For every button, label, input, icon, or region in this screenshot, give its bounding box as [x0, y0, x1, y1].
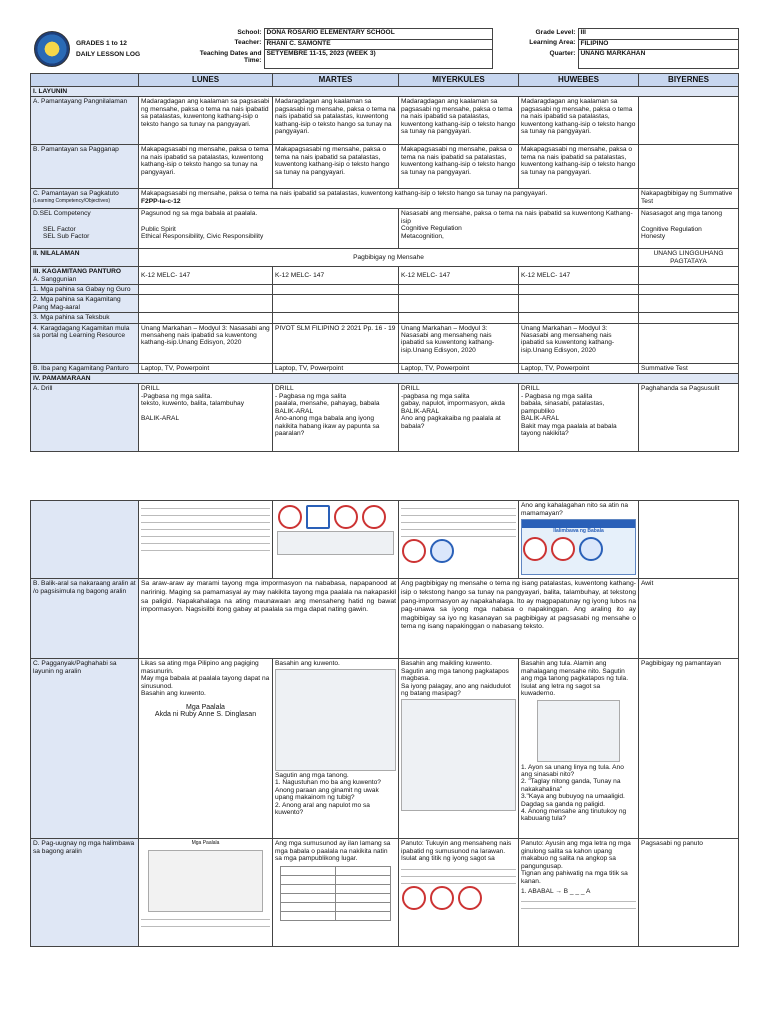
- row-label-a: A. Pamantayang Pangnilalaman: [31, 97, 139, 145]
- melc-thursday: K-12 MELC- 147: [519, 267, 639, 285]
- c-friday: Nakapagbibigay ng Summative Test: [639, 189, 739, 209]
- kids-illustration-image: [148, 850, 264, 912]
- d-fri-sub: Honesty: [641, 233, 666, 241]
- sanggunian-label: A. Sanggunian: [33, 275, 77, 283]
- warning-sign-icon: [402, 539, 426, 563]
- iba-friday: Summative Test: [639, 363, 739, 373]
- info-sign-icon: [430, 539, 454, 563]
- d-wed-sub: Metacognition,: [401, 232, 444, 240]
- a-tuesday: Madaragdagan ang kaalaman sa pagsasabi ng mensahe, paksa o tema na nais ipabatid sa patalastas, kuwentong kathang-isip o teksto hango sa tunay na pangyayari.: [273, 97, 399, 145]
- c-text: Makapagsasabi ng mensahe, paksa o tema na nais ipabatid sa patalastas, kuwentong kathang-isip o teksto hango sa tunay na pangyayari.: [141, 190, 548, 198]
- row-label-d: D.SEL Competency: [33, 210, 91, 218]
- lesson-log-table: [30, 73, 739, 452]
- drill-thursday: DRILL - Pagbasa ng mga salita babala, sinasabi, patalastas, pampubliko BALIK-ARAL Bakit may mga paalala at babala tayong nakikita?: [519, 384, 639, 452]
- nilalaman-text: Pagbibigay ng Mensahe: [139, 249, 639, 267]
- day-tuesday: MARTES: [273, 74, 399, 87]
- thursday-example: 1. ABABAL → B _ _ _ A: [521, 887, 591, 895]
- pag-uugnay-tuesday: Ang mga sumusunod ay ilan lamang sa mga babala o paalala na nakikita natin sa mga pampublikong lugar.: [275, 840, 391, 863]
- drill-tuesday: DRILL - Pagbasa ng mga salita paalala, mensahe, pahayag, babala BALIK-ARAL Ano-anong mga babala ang iyong nakikita habang ikaw ay papunta sa paaralan?: [273, 384, 399, 452]
- section-layunin: I. LAYUNIN: [31, 87, 739, 97]
- area-label: Learning Area:: [529, 39, 576, 47]
- title-line1: GRADES 1 to 12: [76, 39, 127, 47]
- street-scene-image: [277, 531, 394, 555]
- title-line2: DAILY LESSON LOG: [76, 50, 141, 58]
- pag-uugnay-wednesday: Panuto: Tukuyin ang mensaheng nais ipabatid ng sumusunod na larawan. Isulat ang titik ng iyong sagot sa: [401, 840, 512, 863]
- pag-uugnay-label: D. Pag-uugnay ng mga halimbawa sa bagong aralin: [31, 839, 139, 947]
- teksbuk-label: 3. Mga pahina sa Teksbuk: [31, 313, 139, 323]
- pagganyak-label: C. Pagganyak/Paghahabi sa layunin ng aralin: [31, 659, 139, 839]
- thu-top-question: Ano ang kahalagahan nito sa atin na mamamayan?: [521, 502, 629, 517]
- thursday-questions: 1. Ayon sa unang linya ng tula. Ano ang sinasabi nito? 2. "Taglay nitong ganda, Tunay na nakakahalina" 3."Kaya ang bubuyog na umaaligid. Dagdag sa ganda ng paligid. 4. Anong mensahe ang tinutukoy ng kabuuang tula?: [521, 763, 627, 823]
- kids-caption: Mga Paalala: [191, 840, 220, 847]
- pagganyak-tuesday: Basahin ang kuwento.: [275, 660, 340, 668]
- melc-monday: K-12 MELC- 147: [139, 267, 273, 285]
- poster-no-smoking-icon: [523, 537, 547, 561]
- sel-sub-label: SEL Sub Factor: [43, 233, 90, 241]
- teacher-value: RHANI C. SAMONTE: [264, 39, 492, 50]
- a-thursday: Madaragdagan ang kaalaman sa pagsasabi ng mensahe, paksa o tema na nais ipabatid sa patalastas, kuwentong kathang-isip o teksto hango sa tunay na pangyayari.: [519, 97, 639, 145]
- pagganyak-wednesday: Basahin ang maikling kuwento. Sagutin ang mga tanong pagkatapos magbasa. Sa iyong palagay, ano ang naidudulot ng batang masipag?: [401, 660, 511, 698]
- nilalaman-friday: UNANG LINGGUHANG PAGTATAYA: [639, 249, 739, 267]
- iba-label: B. Iba pang Kagamitang Panturo: [31, 363, 139, 373]
- iba-tuesday: Laptop, TV, Powerpoint: [273, 363, 399, 373]
- traffic-signs-image: [275, 502, 396, 558]
- iba-thursday: Laptop, TV, Powerpoint: [519, 363, 639, 373]
- d-mon-factor: Public Spirit: [141, 225, 176, 233]
- dates-label: Teaching Dates and Time:: [199, 49, 262, 65]
- section-nilalaman: II. NILALAMAN: [31, 249, 139, 267]
- poem-image: [537, 700, 620, 762]
- lr-label: 4. Karagdagang Kagamitan mula sa portal ng Learning Resource: [31, 323, 139, 363]
- day-thursday: HUWEBES: [519, 74, 639, 87]
- story-title: Mga Paalala: [186, 703, 225, 711]
- pag-uugnay-thursday: Panuto: Ayusin ang mga letra ng mga ginulong salita sa kahon upang makabuo ng salita na angkop sa pangungusap. Tignan ang pahiwatig na mga titik sa kanan.: [521, 840, 631, 885]
- no-parking-icon: [458, 886, 482, 910]
- balik-aral-wed-thu: Ang pagbibigay ng mensahe o tema ng isang patalastas, kuwentong kathang-isip o tekstong hango sa tunay na pangyayari, balita, talambuhay, at tekstong pang-impormasyon ay napakahalaga. Ito ay magpapatunay ng iyong lubos na pag-unawa sa iyong mga nabasa o napakinggan. Ang araling ito ay magbibigay sa iyo ng kasanayan sa pagbibigay at pagsasabi ng mensahe o tema ng isang napakinggan o nabasang teksto.: [399, 579, 639, 659]
- sign-matching-list: [401, 503, 516, 537]
- b-wednesday: Makapagsasabi ng mensahe, paksa o tema na nais ipabatid sa patalastas, kuwentong kathang-isip o teksto hango sa tunay na pangyayari.: [399, 145, 519, 189]
- day-wednesday: MIYERKULES: [399, 74, 519, 87]
- lr-tuesday: PIVOT SLM FILIPINO 2 2021 Pp. 16 - 19: [273, 323, 399, 363]
- poster-info-icon: [579, 537, 603, 561]
- a-wednesday: Madaragdagan ang kaalaman sa pagsasabi ng mensahe, paksa o tema na nais ipabatid sa patalastas, kuwentong kathang-isip o teksto hango sa tunay na pangyayari.: [399, 97, 519, 145]
- drill-exercise-lines: [141, 503, 270, 551]
- sel-factor-label: SEL Factor: [43, 225, 76, 233]
- poster-title: Ilalimbawa ng Babala: [553, 528, 604, 535]
- c-code: F2PP-Ia-c-12: [141, 197, 181, 205]
- balik-aral-mon-tue: Sa araw-araw ay marami tayong mga impormasyon na nababasa, napapanood at naririnig. Maging sa pamamasyal ay may nakikita tayong mga paalala na nakapaskil sa paligid. Napakahalaga na ating maunawaan ang mensaheng hatid ng bawat impormasyon. Nagsisilbi itong gabay at paalala sa mga dapat nating gawin.: [139, 579, 399, 659]
- row-label-c-sub: (Learning Competency/Objectives): [33, 197, 110, 204]
- guro-label: 1. Mga pahina sa Gabay ng Guro: [31, 285, 139, 295]
- lr-thursday: Unang Markahan – Modyul 3: Nasasabi ang mensaheng nais ipabatid sa kuwentong kathang-isip.Unang Edisyon, 2020: [519, 323, 639, 363]
- a-monday: Madaragdagan ang kaalaman sa pagsasabi ng mensahe, paksa o tema na nais ipabatid sa patalastas, kuwentong kathang-isip o teksto hango sa tunay na pangyayari.: [139, 97, 273, 145]
- pagganyak-friday: Pagbibigay ng pamantayan: [639, 659, 739, 839]
- no-parking-sign-icon: [278, 505, 302, 529]
- d-wed-comp: Nasasabi ang mensahe, paksa o tema na nais ipabatid sa kuwentong Kathang-isip: [401, 210, 633, 225]
- magaaral-label: 2. Mga pahina sa Kagamitang Pang Mag-aaral: [31, 295, 139, 313]
- drill-wednesday: DRILL -pagbasa ng mga salita gabay, napulot, impormasyon, akda BALIK-ARAL Ano ang pagkakaiba ng paalala at babala?: [399, 384, 519, 452]
- area-value: FILIPINO: [578, 39, 738, 50]
- row-label-b: B. Pamantayan sa Pagganap: [31, 145, 139, 189]
- stop-sign-icon: [334, 505, 358, 529]
- row-label-c: C. Pamantayan sa Pagkatuto: [33, 190, 119, 198]
- melc-wednesday: K-12 MELC- 147: [399, 267, 519, 285]
- pagganyak-thursday: Basahin ang tula. Alamin ang mahalagang mensahe nito. Sagutin ang mga tanong pagkatapos ng tula. Isulat ang letra ng sagot sa kuwaderno.: [521, 660, 629, 698]
- day-monday: LUNES: [139, 74, 273, 87]
- no-smoking-icon: [402, 886, 426, 910]
- pag-uugnay-friday: Pagsasabi ng panuto: [639, 839, 739, 947]
- short-story-image: [401, 699, 516, 811]
- balik-aral-label: B. Balik-aral sa nakaraang aralin at /o pagsisimula ng bagong aralin: [31, 579, 139, 659]
- deped-seal-icon: [34, 31, 70, 67]
- story-author: Akda ni Ruby Anne S. Dinglasan: [154, 710, 257, 718]
- d-wed-factor: Cognitive Regulation: [401, 225, 462, 233]
- thursday-lines: [521, 896, 636, 909]
- school-value: DOÑA ROSARIO ELEMENTARY SCHOOL: [264, 29, 492, 40]
- grade-value: III: [578, 29, 738, 40]
- lr-monday: Unang Markahan – Modyul 3: Nasasabi ang mensaheng nais ipabatid sa kuwentong kathang-isip.Unang Edisyon, 2020: [139, 323, 273, 363]
- parking-sign-icon: [306, 505, 330, 529]
- babala-table: [280, 866, 391, 921]
- drill-friday: Paghahanda sa Pagsusulit: [639, 384, 739, 452]
- b-thursday: Makapagsasabi ng mensahe, paksa o tema na nais ipabatid sa patalastas, kuwentong kathang-isip o teksto hango sa tunay na pangyayari.: [519, 145, 639, 189]
- tuesday-questions: Sagutin ang mga tanong. 1. Nagustuhan mo ba ang kuwento? Anong paraan ang ginamit ng uwak upang makainom ng tubig? 2. Anong aral ang napulot mo sa kuwento?: [275, 771, 381, 816]
- quarter-label: Quarter:: [549, 49, 576, 57]
- melc-tuesday: K-12 MELC- 147: [273, 267, 399, 285]
- b-tuesday: Makapagsasabi ng mensahe, paksa o tema na nais ipabatid sa patalastas, kuwentong kathang-isip o teksto hango sa tunay na pangyayari.: [273, 145, 399, 189]
- story-page-image: [275, 669, 396, 771]
- lesson-log-table-page2: [30, 500, 739, 947]
- header-table: [30, 28, 739, 69]
- pagganyak-monday: Likas sa ating mga Pilipino ang pagiging masunurin. May mga babala at paalala tayong dapat na sinusunod. Basahin ang kuwento.: [141, 660, 270, 698]
- story-text-lines: [141, 914, 270, 927]
- school-label: School:: [237, 28, 262, 36]
- day-friday: BIYERNES: [639, 74, 739, 87]
- no-bicycle-icon: [430, 886, 454, 910]
- dates-value: SETYEMBRE 11-15, 2023 (WEEK 3): [264, 50, 492, 69]
- drill-label: A. Drill: [31, 384, 139, 452]
- grade-label: Grade Level:: [535, 28, 576, 36]
- balik-aral-friday: Awit: [639, 579, 739, 659]
- iba-monday: Laptop, TV, Powerpoint: [139, 363, 273, 373]
- d-mon-comp: Pagsunod ng sa mga babala at paalala.: [141, 210, 258, 218]
- iba-wednesday: Laptop, TV, Powerpoint: [399, 363, 519, 373]
- d-mon-sub: Ethical Responsibility, Civic Responsibility: [141, 233, 264, 241]
- d-fri-factor: Cognitive Regulation: [641, 225, 702, 233]
- quarter-value: UNANG MARKAHAN: [578, 50, 738, 69]
- choices-lines: [401, 864, 516, 884]
- d-fri-comp: Nasasagot ang mga tanong: [641, 210, 723, 218]
- b-monday: Makapagsasabi ng mensahe, paksa o tema na nais ipabatid sa patalastas, kuwentong kathang-isip o teksto hango sa tunay na pangyayari.: [139, 145, 273, 189]
- babala-poster-image: [521, 519, 636, 575]
- section-pamamaraan: IV. PAMAMARAAN: [31, 374, 739, 384]
- teacher-label: Teacher:: [234, 39, 262, 47]
- section-kagamitan: III. KAGAMITANG PANTURO: [33, 268, 122, 276]
- lr-wednesday: Unang Markahan – Modyul 3: Nasasabi ang mensaheng nais ipabatid sa kuwentong kathang-isip.Unang Edisyon, 2020: [399, 323, 519, 363]
- drill-monday: DRILL -Pagbasa ng mga salita. teksto, kuwento, balita, talambuhay BALIK-ARAL: [139, 384, 273, 452]
- no-entry-sign-icon: [362, 505, 386, 529]
- poster-no-entry-icon: [551, 537, 575, 561]
